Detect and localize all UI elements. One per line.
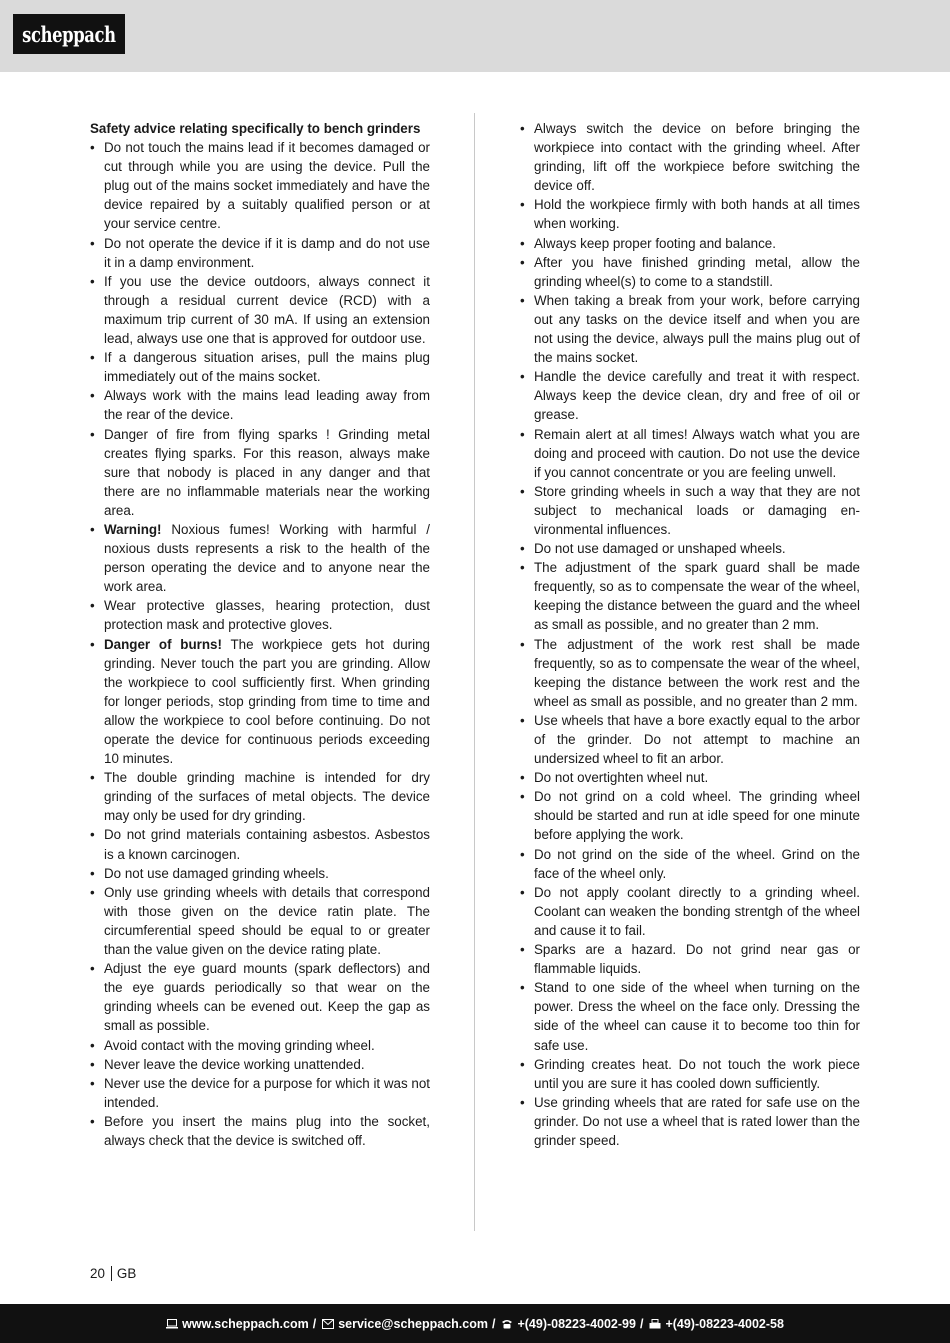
left-column	[90, 119, 430, 1150]
item-text: Do not use damaged or unshaped wheels.	[534, 541, 786, 557]
list-item	[90, 959, 430, 1035]
list-item	[520, 635, 860, 711]
list-item	[520, 253, 860, 291]
item-lead: Warning!	[104, 521, 162, 537]
item-text: Store grinding wheels in such a way that they are not subject to mechanical loads or damaging environmental influences.	[534, 483, 860, 537]
item-text: Avoid contact with the moving grinding wheel.	[104, 1037, 375, 1053]
item-text: The adjustment of the spark guard shall be made frequently, so as to compensate the wear of the wheel, keeping the distance between the guard and the wheel as small as possible, and no greater than 2 mm.	[534, 560, 860, 633]
header-bar	[0, 0, 950, 72]
footer-website[interactable]: www.scheppach.com	[182, 1316, 309, 1331]
bullet-icon: •	[520, 560, 525, 576]
bullet-icon: •	[90, 961, 95, 977]
item-text: Hold the workpiece firmly with both hands at all times when working.	[534, 197, 860, 232]
list-item	[90, 883, 430, 959]
list-item	[520, 711, 860, 768]
bullet-icon: •	[90, 1056, 95, 1072]
right-bullet-list	[520, 119, 860, 1150]
item-text: Do not use damaged grinding wheels.	[104, 865, 329, 881]
list-item	[90, 825, 430, 863]
list-item	[90, 1074, 430, 1112]
list-item	[90, 596, 430, 634]
bullet-icon: •	[90, 827, 95, 843]
item-text: Remain alert at all times! Always watch what you are doing and proceed with caution. Do not use the device if you cannot concentrate or you are feeling unwell.	[534, 426, 860, 480]
list-item	[90, 386, 430, 424]
bullet-icon: •	[520, 770, 525, 786]
item-text: Do not touch the mains lead if it becomes damaged or cut through while you are using the device. Pull the plug out of the mains socket immediately and have the device repaired by a suitably qualified person or at your service centre.	[104, 140, 430, 232]
bullet-icon: •	[520, 636, 525, 652]
bullet-icon: •	[520, 197, 525, 213]
list-item	[90, 1055, 430, 1074]
bullet-icon: •	[520, 712, 525, 728]
list-item	[90, 635, 430, 769]
item-text: Noxious fumes! Working with harmful / noxious dusts represents a risk to the health of the person operating the device and to anyone near the work area.	[104, 521, 430, 595]
bullet-icon: •	[90, 865, 95, 881]
item-text: Never leave the device working unattended.	[104, 1056, 365, 1072]
item-text: The workpiece gets hot during grinding. Never touch the part you are grinding. Allow the workpiece to cool sufficiently first. When grinding for longer periods, stop grinding from time to time and allow the workpiece to cool before continuing. Do not operate the device for continuous periods exceeding 10 minutes.	[104, 636, 430, 767]
item-text: Before you insert the mains plug into the socket, always check that the device is switched off.	[104, 1113, 430, 1148]
list-item	[90, 272, 430, 348]
item-text: Do not grind materials containing asbestos. Asbestos is a known carcinogen.	[104, 827, 430, 862]
bullet-icon: •	[520, 483, 525, 499]
bullet-icon: •	[520, 121, 525, 136]
column-divider	[474, 113, 475, 1231]
footer-fax[interactable]: +(49)-08223-4002-58	[665, 1316, 784, 1331]
list-item	[90, 1036, 430, 1055]
item-text: Always keep proper footing and balance.	[534, 235, 776, 251]
list-item	[90, 520, 430, 596]
list-item	[520, 539, 860, 558]
section-title: Safety advice relating specifically to bench grinders	[90, 121, 421, 136]
scheppach-logo	[13, 14, 125, 54]
item-text: Stand to one side of the wheel when turning on the power. Dress the wheel on the face only. Dressing the side of the wheel can cause it to become too thin for safe use.	[534, 980, 860, 1053]
item-text: Sparks are a hazard. Do not grind near gas or flammable liquids.	[534, 942, 860, 977]
list-item	[90, 138, 430, 233]
bullet-icon: •	[520, 369, 525, 385]
fax-icon	[649, 1319, 661, 1329]
item-text: Grinding creates heat. Do not touch the work piece until you are sure it has cooled down sufficiently.	[534, 1056, 860, 1091]
list-item	[520, 291, 860, 367]
list-item	[90, 768, 430, 825]
bullet-icon: •	[90, 1037, 95, 1053]
item-text: When taking a break from your work, before carrying out any tasks on the device itself and when you are not using the device, always pull the mains plug out of the mains socket.	[534, 292, 860, 366]
item-lead: Danger of burns!	[104, 636, 222, 652]
item-text: Do not overtighten wheel nut.	[534, 770, 709, 786]
list-item	[520, 425, 860, 482]
list-item	[90, 234, 430, 272]
bullet-icon: •	[520, 292, 525, 308]
item-text: The adjustment of the work rest shall be made frequently, so as to compensate the wear of the wheel, keeping the distance between the work rest and the wheel as small as possible, and no greater than 2 mm.	[534, 636, 860, 709]
item-text: Danger of fire from flying sparks ! Grinding metal creates flying sparks. For this reason, always make sure that nobody is placed in any danger and that there are no inflammable materials near the working area.	[104, 426, 430, 518]
item-text: After you have finished grinding metal, allow the grinding wheel(s) to come to a standstill.	[534, 254, 860, 289]
bullet-icon: •	[520, 235, 525, 251]
list-item	[520, 978, 860, 1054]
bullet-icon: •	[90, 521, 95, 537]
page-number-separator	[111, 1266, 112, 1281]
bullet-icon: •	[520, 541, 525, 557]
item-text: Use grinding wheels that are rated for safe use on the grinder. Do not use a wheel that is rated lower than the grinder speed.	[534, 1094, 860, 1148]
item-text: If a dangerous situation arises, pull the mains plug immediately out of the mains socket.	[104, 350, 430, 385]
list-item	[520, 787, 860, 844]
footer-separator: /	[639, 1316, 644, 1331]
list-item	[90, 348, 430, 386]
bullet-icon: •	[520, 254, 525, 270]
bullet-icon: •	[90, 1113, 95, 1129]
bullet-icon: •	[520, 846, 525, 862]
footer-bar	[0, 1304, 950, 1343]
item-text: Adjust the eye guard mounts (spark deflectors) and the eye guards periodically so that wear on the grinding wheels can be evened out. Keep the gap as small as possible.	[104, 961, 430, 1034]
item-text: Handle the device carefully and treat it with respect. Always keep the device clean, dry and free of oil or grease.	[534, 369, 860, 423]
footer-separator: /	[491, 1316, 496, 1331]
list-item	[520, 883, 860, 940]
item-text: Never use the device for a purpose for which it was not intended.	[104, 1075, 431, 1110]
item-text: Always work with the mains lead leading away from the rear of the device.	[104, 388, 430, 423]
list-item	[520, 940, 860, 978]
list-item	[520, 1093, 860, 1150]
page-language: GB	[116, 1266, 137, 1281]
bullet-icon: •	[90, 388, 95, 404]
list-item	[520, 367, 860, 424]
item-text: Do not operate the device if it is damp and do not use it in a damp environment.	[104, 235, 430, 270]
computer-icon	[166, 1319, 178, 1329]
bullet-icon: •	[90, 636, 95, 652]
list-item	[520, 482, 860, 539]
bullet-icon: •	[520, 942, 525, 958]
list-item	[520, 558, 860, 634]
bullet-icon: •	[90, 350, 95, 366]
logo-text: scheppach	[22, 21, 116, 47]
page-number-value: 20	[90, 1266, 105, 1281]
bullet-icon: •	[520, 426, 525, 442]
list-item	[520, 845, 860, 883]
list-item	[90, 1112, 430, 1150]
bullet-icon: •	[90, 426, 95, 442]
footer-phone[interactable]: +(49)-08223-4002-99	[517, 1316, 636, 1331]
item-text: Only use grinding wheels with details that correspond with those given on the device ratin plate. The circumferential speed should be equal to or greater than the value given on the device rating plate.	[104, 884, 430, 958]
left-bullet-list	[90, 138, 430, 1150]
footer-separator: /	[312, 1316, 317, 1331]
list-item	[90, 425, 430, 520]
item-text: Do not grind on the side of the wheel. Grind on the face of the wheel only.	[534, 846, 860, 881]
mail-icon	[322, 1319, 334, 1329]
bullet-icon: •	[90, 140, 95, 156]
bullet-icon: •	[90, 884, 95, 900]
bullet-icon: •	[90, 235, 95, 251]
bullet-icon: •	[90, 273, 95, 289]
list-item	[520, 195, 860, 233]
bullet-icon: •	[520, 1056, 525, 1072]
item-text: Do not apply coolant directly to a grinding wheel. Coolant can weaken the bonding strentgh of the wheel and cause it to fail.	[534, 884, 860, 938]
phone-icon	[501, 1319, 513, 1329]
item-text: Always switch the device on before bringing the workpiece into contact with the grinding wheel. After grinding, lift off the workpiece before switching the device off.	[534, 121, 860, 194]
bullet-icon: •	[90, 1075, 95, 1091]
list-item	[520, 234, 860, 253]
item-text: Use wheels that have a bore exactly equal to the arbor of the grinder. Do not attempt to machine an undersized wheel to fit an arbor.	[534, 712, 860, 767]
list-item	[90, 864, 430, 883]
bullet-icon: •	[90, 598, 95, 614]
bullet-icon: •	[520, 789, 525, 805]
item-text: If you use the device outdoors, always connect it through a residual current device (RCD) with a maximum trip current of 30 mA. If using an extension lead, always use one that is approved for outdoor use.	[104, 273, 430, 347]
page-number	[90, 1264, 136, 1283]
list-item	[520, 768, 860, 787]
bullet-icon: •	[520, 1094, 525, 1110]
bullet-icon: •	[520, 884, 525, 900]
right-column	[520, 119, 860, 1150]
bullet-icon: •	[90, 770, 95, 786]
bullet-icon: •	[520, 980, 525, 996]
item-text: The double grinding machine is intended for dry grinding of the surfaces of metal objects. The device may only be used for dry grinding.	[104, 770, 430, 824]
item-text: Wear protective glasses, hearing protection, dust protection mask and protective gloves.	[104, 598, 430, 633]
item-text: Do not grind on a cold wheel. The grinding wheel should be started and run at idle speed for one minute before applying the work.	[534, 789, 860, 843]
list-item	[520, 119, 860, 195]
footer-email[interactable]: service@scheppach.com	[338, 1316, 488, 1331]
list-item	[520, 1055, 860, 1093]
